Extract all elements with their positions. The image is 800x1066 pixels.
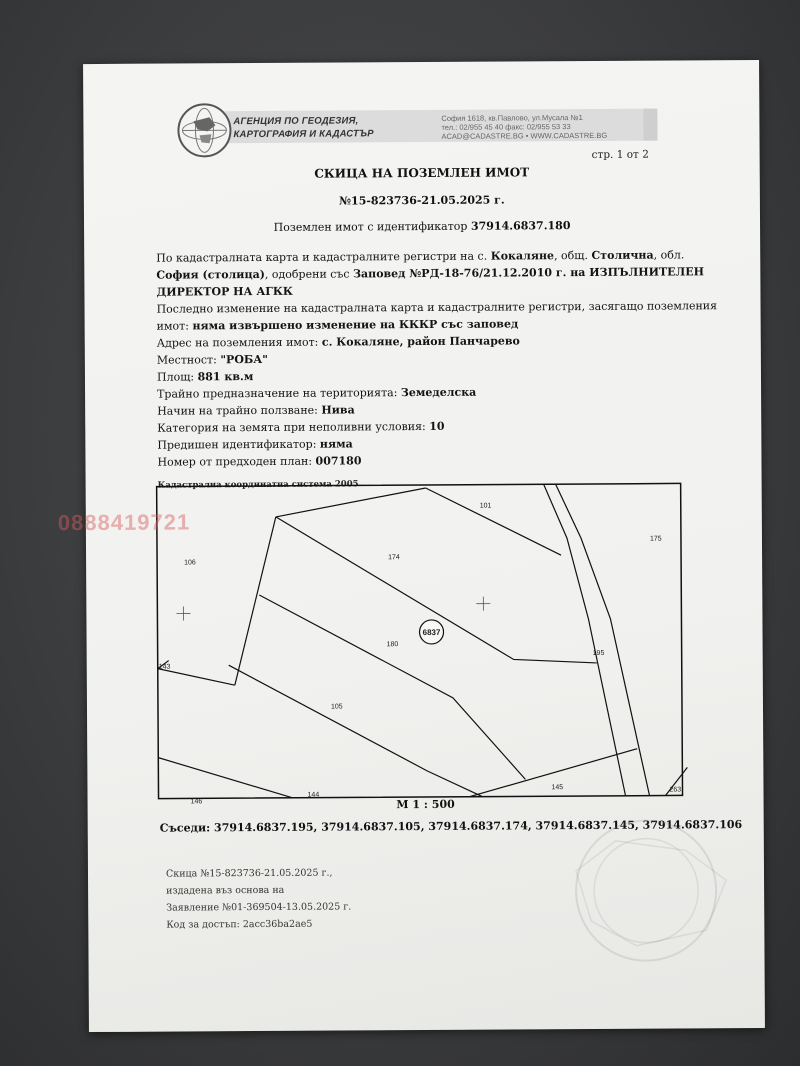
- text: Начин на трайно ползване:: [157, 403, 318, 418]
- parcel-details: [156, 246, 717, 470]
- last-change: няма извършено изменение на КККР със заповед: [192, 317, 519, 333]
- map-frame: [157, 483, 683, 798]
- text: Категория на земята при неполивни условия:: [157, 419, 426, 435]
- header-band-tab: [643, 109, 657, 141]
- parcel-label: 263: [669, 786, 682, 794]
- detail-line: ДИРЕКТОР НА АГКК: [156, 284, 293, 299]
- map-caption: Кадастрална координатна система 2005: [157, 479, 359, 491]
- document-number: №15-823736-21.05.2025 г.: [339, 193, 505, 208]
- parcel-label: 101: [479, 502, 492, 510]
- text: , обл.: [653, 248, 685, 262]
- neighbors-label: Съседи:: [159, 821, 211, 835]
- parcel-label: 175: [649, 535, 662, 543]
- previous-identifier: няма: [319, 437, 353, 451]
- text: Местност:: [156, 353, 217, 367]
- map-scale: М 1 : 500: [396, 797, 455, 812]
- agency-address: София 1618, кв.Павлово, ул.Мусала №1: [441, 113, 583, 123]
- parcel-label: 146: [190, 798, 203, 806]
- text: имот:: [156, 319, 190, 333]
- document-page: [57, 60, 765, 1032]
- parcel-label: 195: [592, 649, 605, 657]
- detail-line: [156, 263, 716, 283]
- parcel-label: 143: [158, 663, 171, 671]
- agency-name-line2: КАРТОГРАФИЯ И КАДАСТЪР: [233, 128, 374, 141]
- parcel-label: 180: [386, 641, 399, 649]
- agency-logo-globe-icon: [177, 103, 231, 157]
- agency-phones: тел.: 02/955 45 40 факс: 02/955 53 33: [441, 122, 571, 132]
- agency-contacts: [441, 113, 607, 141]
- identifier-value: 37914.6837.180: [470, 219, 571, 233]
- area: 881 кв.м: [197, 370, 254, 384]
- text: Предишен идентификатор:: [157, 437, 317, 452]
- agency-name: [233, 114, 373, 141]
- parcel-label: 106: [184, 559, 196, 567]
- text: Трайно предназначение на територията:: [157, 386, 398, 401]
- region-name: София (столица): [156, 267, 265, 282]
- footer-info: [166, 864, 351, 933]
- faint-stamp-map-icon: [536, 810, 757, 971]
- parcel-address: с. Кокаляне, район Панчарево: [321, 334, 520, 349]
- land-category: 10: [429, 419, 445, 433]
- boundary-line: [426, 487, 561, 556]
- land-use: Нива: [321, 403, 355, 417]
- neighbors-list: 37914.6837.195, 37914.6837.105, 37914.6837.174, 37914.6837.145, 37914.6837.106: [213, 818, 743, 835]
- detail-line: Последно изменение на кадастралната карта и кадастралните регистри, засягащо поземления: [156, 299, 718, 316]
- boundary-line: [158, 668, 235, 685]
- boundary-line: [158, 757, 292, 799]
- detail-line: [157, 450, 717, 470]
- quarter-number: 6837: [422, 627, 441, 638]
- land-purpose: Земеделска: [400, 385, 477, 400]
- footer-line: Скица №15-823736-21.05.2025 г.,: [165, 867, 333, 880]
- municipality-name: Столична: [591, 248, 654, 262]
- text: , одобрени със: [264, 267, 350, 281]
- watermark-phone: 0888419721: [57, 509, 191, 536]
- text: Номер от предходен план:: [157, 454, 313, 469]
- page-number: стр. 1 от 2: [591, 148, 649, 161]
- parcel-label: 145: [551, 784, 564, 792]
- parcel-label: 144: [307, 791, 320, 799]
- agency-web: ACAD@CADASTRE.BG • WWW.CADASTRE.BG: [441, 130, 608, 141]
- boundary-line: [229, 664, 483, 799]
- parcel-label: 105: [330, 703, 343, 711]
- boundary-line: [276, 488, 426, 517]
- parcel-label: 174: [388, 554, 400, 562]
- road-line: [544, 484, 626, 796]
- locality: "РОБА": [220, 352, 269, 367]
- previous-plan-number: 007180: [315, 454, 362, 468]
- identifier-label: Поземлен имот с идентификатор: [273, 219, 468, 234]
- footer-line: Заявление №01-369504-13.05.2025 г.: [166, 901, 352, 914]
- footer-line: Код за достъп: 2acc36ba2ae5: [166, 918, 313, 931]
- text: Площ:: [156, 370, 195, 384]
- parcel-identifier: [84, 218, 760, 235]
- agency-name-line1: АГЕНЦИЯ ПО ГЕОДЕЗИЯ,: [233, 115, 359, 128]
- footer-line: издадена въз основа на: [166, 884, 285, 897]
- document-title: СКИЦА НА ПОЗЕМЛЕН ИМОТ: [314, 165, 530, 181]
- text: По кадастралната карта и кадастралните регистри на с.: [156, 249, 488, 265]
- text: Адрес на поземления имот:: [156, 335, 319, 350]
- text: , общ.: [554, 248, 589, 263]
- order-number: Заповед №РД-18-76/21.12.2010 г. на ИЗПЪЛНИТЕЛЕН: [353, 265, 705, 281]
- village-name: Кокаляне: [490, 249, 555, 263]
